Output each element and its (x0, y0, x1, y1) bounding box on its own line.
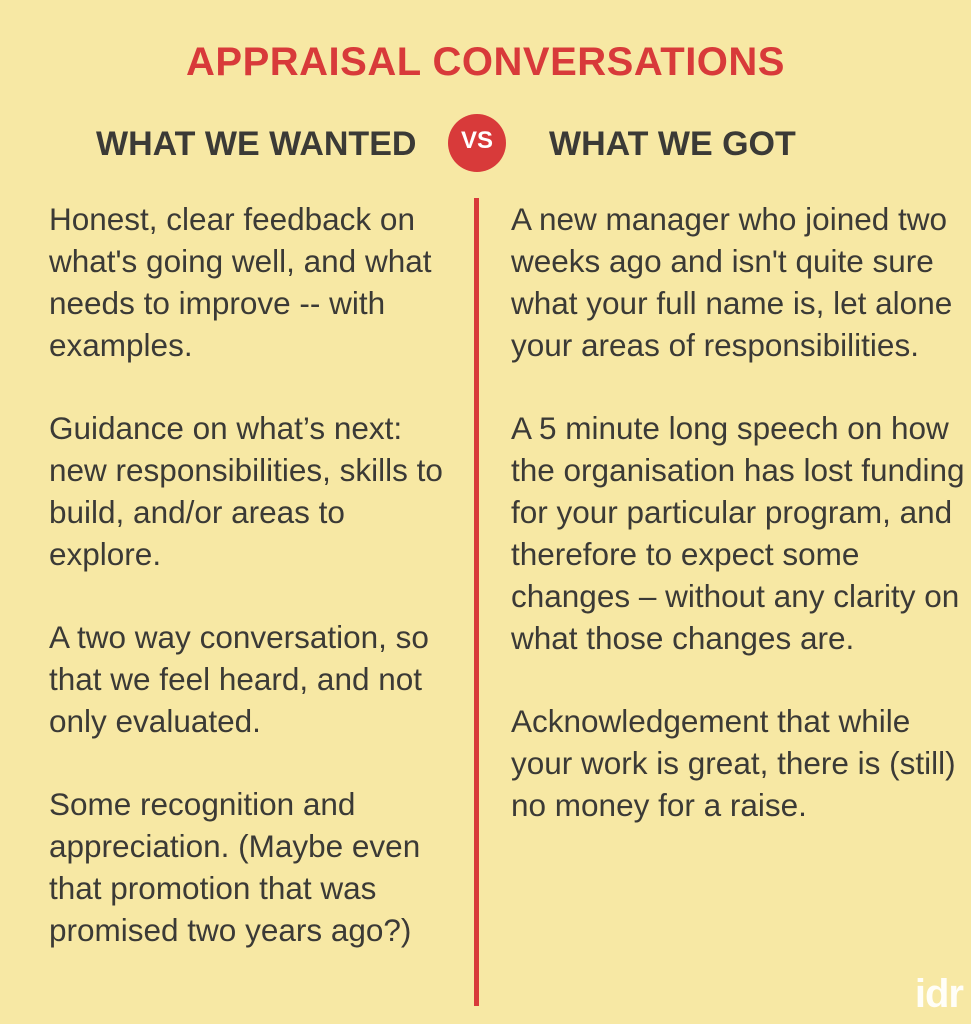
wanted-item: Guidance on what’s next: new responsibilities, skills to build, and/or areas to explore. (49, 410, 443, 572)
got-item: A 5 minute long speech on how the organisation has lost funding for your particular program, and therefore to expect some changes – without any clarity on what those changes are. (511, 410, 965, 656)
got-item: A new manager who joined two weeks ago and isn't quite sure what your full name is, let alone your areas of responsibilities. (511, 201, 953, 363)
wanted-item: Honest, clear feedback on what's going well, and what needs to improve -- with examples. (49, 201, 432, 363)
page-title: APPRAISAL CONVERSATIONS (186, 40, 785, 84)
wanted-item: A two way conversation, so that we feel heard, and not only evaluated. (49, 619, 429, 739)
column-header-got: WHAT WE GOT (549, 125, 796, 163)
wanted-item: Some recognition and appreciation. (Maybe even that promotion that was promised two years ago?) (49, 786, 421, 948)
column-header-wanted: WHAT WE WANTED (96, 125, 417, 163)
idr-logo: idr (914, 972, 963, 1016)
wanted-column (49, 198, 464, 951)
vs-badge: VS (448, 114, 506, 172)
got-column (511, 198, 966, 826)
column-divider (474, 198, 479, 1006)
got-item: Acknowledgement that while your work is great, there is (still) no money for a raise. (511, 703, 956, 823)
